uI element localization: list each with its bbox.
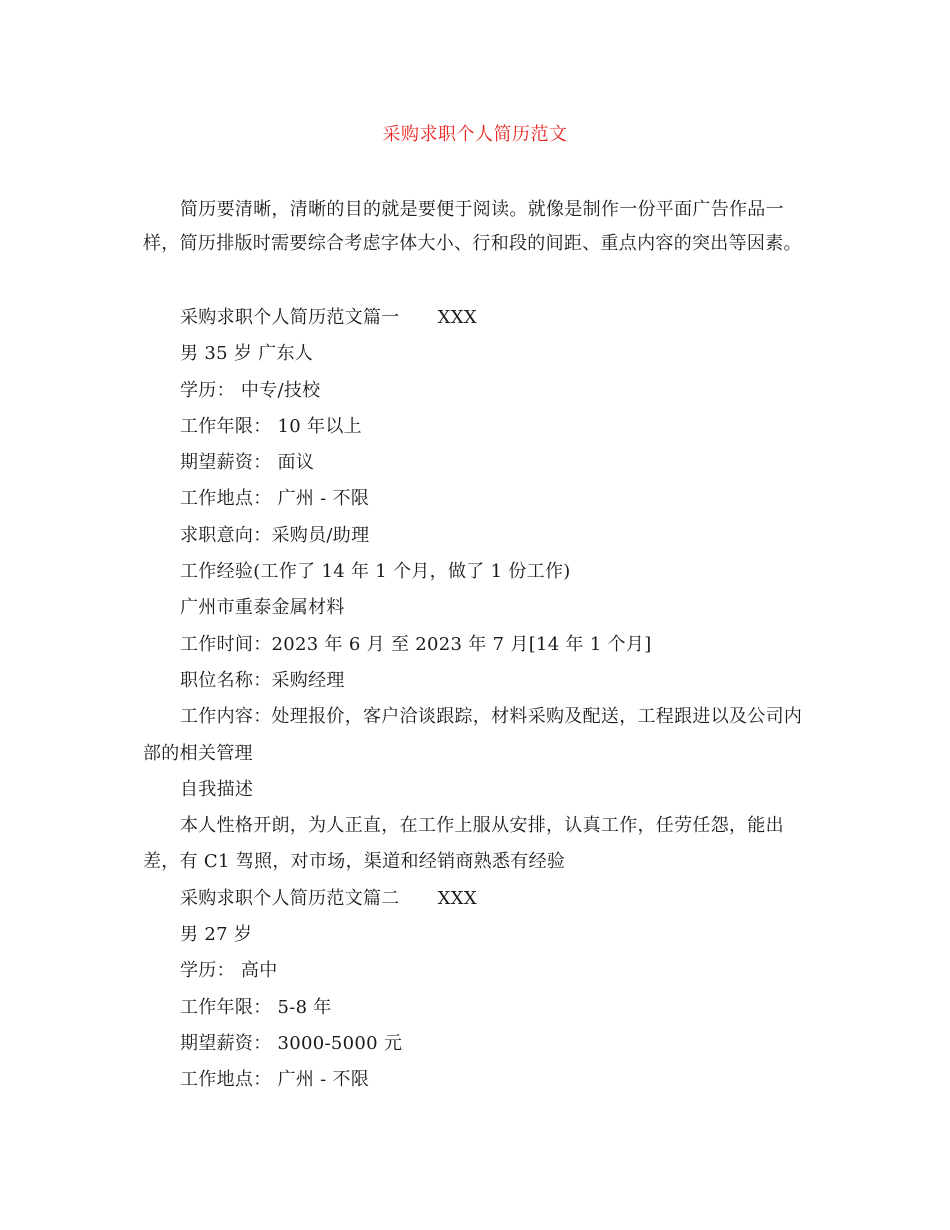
- resume1-self-heading: 自我描述: [180, 778, 254, 800]
- resume1-heading: 采购求职个人简历范文篇一: [180, 307, 400, 328]
- resume1-experience: 工作经验(工作了 14 年 1 个月，做了 1 份工作): [180, 561, 571, 583]
- resume1-self-desc: 本人性格开朗，为人正直，在工作上服从安排，认真工作，任劳任怨，能出差，有 C1 驾照，对市场，渠道和经销商熟悉有经验: [143, 815, 784, 873]
- resume2-salary: 期望薪资： 3000-5000 元: [180, 1032, 403, 1054]
- resume1-position: 职位名称：采购经理: [180, 669, 345, 691]
- resume1-location: 工作地点： 广州 - 不限: [180, 488, 370, 510]
- resume1-basic: 男 35 岁 广东人: [180, 343, 314, 365]
- resume2-name: XXX: [437, 887, 477, 909]
- resume1-heading-line: [143, 300, 803, 336]
- resume2-heading: 采购求职个人简历范文篇二: [180, 887, 400, 909]
- resume2-years: 工作年限： 5-8 年: [180, 996, 332, 1018]
- resume2-heading-line: [143, 881, 803, 917]
- resume1-intention: 求职意向：采购员/助理: [180, 524, 370, 546]
- intro-paragraph: 简历要清晰，清晰的目的就是要便于阅读。就像是制作一份平面广告作品一样，简历排版时需要综合考虑字体大小、行和段的间距、重点内容的突出等因素。: [143, 199, 802, 254]
- resume1-period: 工作时间：2023 年 6 月 至 2023 年 7 月[14 年 1 个月]: [180, 633, 652, 655]
- resume1-years: 工作年限： 10 年以上: [180, 415, 362, 437]
- resume1-content: 工作内容：处理报价，客户洽谈跟踪，材料采购及配送，工程跟进以及公司内部的相关管理: [143, 706, 803, 764]
- resume-body: [143, 300, 803, 1099]
- resume1-education: 学历： 中专/技校: [180, 379, 321, 401]
- resume1-salary: 期望薪资： 面议: [180, 452, 315, 474]
- resume1-name: XXX: [437, 307, 477, 328]
- resume2-location: 工作地点： 广州 - 不限: [180, 1069, 370, 1091]
- document-title: 采购求职个人简历范文: [382, 124, 568, 145]
- resume2-basic: 男 27 岁: [180, 924, 253, 946]
- resume2-education: 学历： 高中: [180, 960, 278, 982]
- resume1-company: 广州市重泰金属材料: [180, 597, 345, 619]
